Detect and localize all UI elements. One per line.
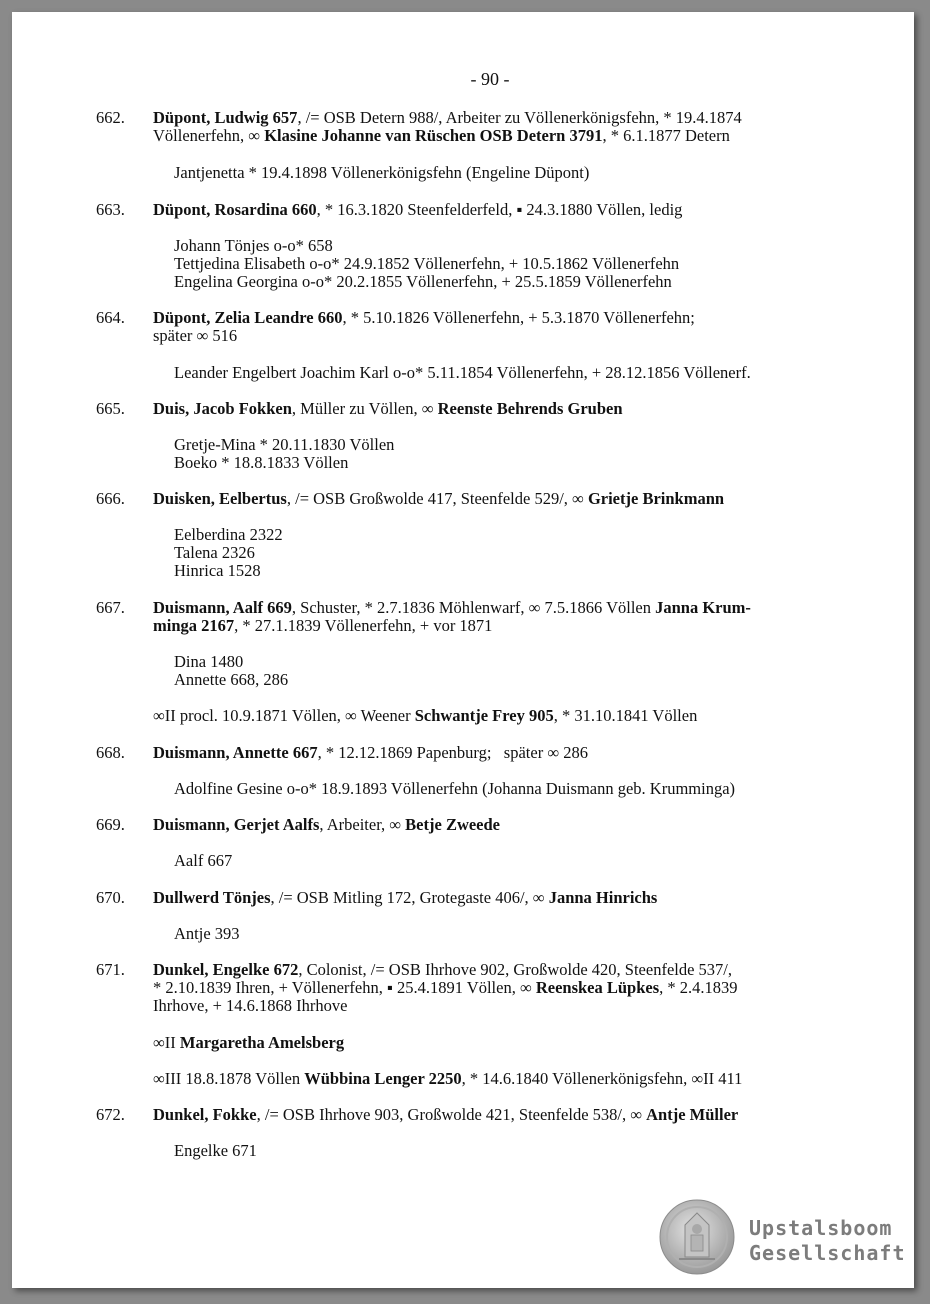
child-line: Aalf 667 xyxy=(174,851,233,870)
entry-head-line: Dunkel, Engelke 672, Colonist, /= OSB Ihrhove 902, Großwolde 420, Steenfelde 537/, xyxy=(153,960,733,979)
person-name: Duismann, Gerjet Aalfs xyxy=(153,815,320,834)
spouse-name: Grietje Brinkmann xyxy=(587,489,725,508)
entry-number: 662. xyxy=(96,108,125,127)
person-name: Dunkel, Fokke xyxy=(153,1105,257,1124)
child-line: Johann Tönjes o-o* 658 xyxy=(174,236,333,255)
child-line: Jantjenetta * 19.4.1898 Völlenerkönigsfehn (Engeline Düpont) xyxy=(174,163,590,182)
child-line: Talena 2326 xyxy=(174,543,255,562)
entry-number: 667. xyxy=(96,598,125,617)
spouse-name: Betje Zweede xyxy=(405,815,501,834)
child-line: Tettjedina Elisabeth o-o* 24.9.1852 Völlenerfehn, + 10.5.1862 Völlenerfehn xyxy=(174,254,680,273)
entry-head-line: später ∞ 516 xyxy=(153,326,238,345)
entry-head-line: Düpont, Zelia Leandre 660, * 5.10.1826 Völlenerfehn, + 5.3.1870 Völlenerfehn; xyxy=(153,308,695,327)
marriage-line: ∞II procl. 10.9.1871 Völlen, ∞ Weener Schwantje Frey 905, * 31.10.1841 Völlen xyxy=(153,706,698,725)
entry-number: 664. xyxy=(96,308,125,327)
spouse-name: Janna Hinrichs xyxy=(548,888,658,907)
person-name: Düpont, Ludwig 657 xyxy=(153,108,298,127)
person-name: Duisken, Eelbertus xyxy=(153,489,287,508)
entry-number: 671. xyxy=(96,960,125,979)
entry-head-line: Duis, Jacob Fokken, Müller zu Völlen, ∞ Reenste Behrends Gruben xyxy=(153,399,623,418)
spouse-name: Schwantje Frey 905 xyxy=(414,706,554,725)
brand-line-2: Gesellschaft xyxy=(749,1241,906,1265)
entry-head-line: * 2.10.1839 Ihren, + Völlenerfehn, ▪ 25.4.1891 Völlen, ∞ Reenskea Lüpkes, * 2.4.1839 xyxy=(153,978,738,997)
entry-number: 672. xyxy=(96,1105,125,1124)
person-name: Dullwerd Tönjes xyxy=(153,888,271,907)
spouse-name: Antje Müller xyxy=(646,1105,739,1124)
entry-head-line: Dullwerd Tönjes, /= OSB Mitling 172, Grotegaste 406/, ∞ Janna Hinrichs xyxy=(153,888,658,907)
entry-number: 670. xyxy=(96,888,125,907)
entry-head-line: minga 2167, * 27.1.1839 Völlenerfehn, + vor 1871 xyxy=(153,616,493,635)
society-seal-icon xyxy=(659,1199,735,1275)
document-page xyxy=(12,12,914,1288)
marriage-line: ∞III 18.8.1878 Völlen Wübbina Lenger 2250, * 14.6.1840 Völlenerkönigsfehn, ∞II 411 xyxy=(153,1069,743,1088)
person-name: Düpont, Zelia Leandre 660 xyxy=(153,308,343,327)
spouse-name: Margaretha Amelsberg xyxy=(179,1033,345,1052)
child-line: Leander Engelbert Joachim Karl o-o* 5.11.1854 Völlenerfehn, + 28.12.1856 Völlenerf. xyxy=(174,363,751,382)
entry-head-line: Völlenerfehn, ∞ Klasine Johanne van Rüschen OSB Detern 3791, * 6.1.1877 Detern xyxy=(153,126,730,145)
person-name: Duis, Jacob Fokken xyxy=(153,399,292,418)
entry-head-line: Duismann, Annette 667, * 12.12.1869 Papenburg; später ∞ 286 xyxy=(153,743,588,762)
child-line: Annette 668, 286 xyxy=(174,670,289,689)
person-name: Düpont, Rosardina 660 xyxy=(153,200,317,219)
marriage-line: ∞II Margaretha Amelsberg xyxy=(153,1033,345,1052)
child-line: Antje 393 xyxy=(174,924,240,943)
entry-number: 665. xyxy=(96,399,125,418)
spouse-name: Klasine Johanne van Rüschen OSB Detern 3791 xyxy=(264,126,603,145)
spouse-name: Reenskea Lüpkes xyxy=(535,978,660,997)
entry-head-line: Duismann, Aalf 669, Schuster, * 2.7.1836 Möhlenwarf, ∞ 7.5.1866 Völlen Janna Krum- xyxy=(153,598,751,617)
person-name: Duismann, Annette 667 xyxy=(153,743,318,762)
child-line: Adolfine Gesine o-o* 18.9.1893 Völlenerfehn (Johanna Duismann geb. Krumminga) xyxy=(174,779,736,798)
entry-number: 669. xyxy=(96,815,125,834)
entry-head-line: Duismann, Gerjet Aalfs, Arbeiter, ∞ Betje Zweede xyxy=(153,815,501,834)
person-name: Duismann, Aalf 669 xyxy=(153,598,292,617)
page-number: - 90 - xyxy=(470,69,510,89)
entry-number: 668. xyxy=(96,743,125,762)
child-line: Boeko * 18.8.1833 Völlen xyxy=(174,453,349,472)
child-line: Dina 1480 xyxy=(174,652,244,671)
child-line: Gretje-Mina * 20.11.1830 Völlen xyxy=(174,435,395,454)
spouse-name: Janna Krum- xyxy=(655,598,751,617)
person-name: Dunkel, Engelke 672 xyxy=(153,960,299,979)
spouse-name: Reenste Behrends Gruben xyxy=(437,399,623,418)
entry-number: 666. xyxy=(96,489,125,508)
child-line: Engelina Georgina o-o* 20.2.1855 Völlenerfehn, + 25.5.1859 Völlenerfehn xyxy=(174,272,672,291)
entry-number: 663. xyxy=(96,200,125,219)
child-line: Eelberdina 2322 xyxy=(174,525,283,544)
child-line: Hinrica 1528 xyxy=(174,561,261,580)
entry-head-line: Ihrhove, + 14.6.1868 Ihrhove xyxy=(153,996,348,1015)
child-line: Engelke 671 xyxy=(174,1141,257,1160)
entry-head-line xyxy=(153,108,742,128)
entry-head-line: Düpont, Rosardina 660, * 16.3.1820 Steenfelderfeld, ▪ 24.3.1880 Völlen, ledig xyxy=(153,200,683,219)
spouse-name: Wübbina Lenger 2250 xyxy=(304,1069,462,1088)
brand-line-1: Upstalsboom xyxy=(749,1216,893,1240)
entry-head-line: Dunkel, Fokke, /= OSB Ihrhove 903, Großwolde 421, Steenfelde 538/, ∞ Antje Müller xyxy=(153,1105,739,1124)
entry-text: , /= OSB Detern 988/, Arbeiter zu Völlenerkönigsfehn, * 19.4.1874 xyxy=(297,108,742,127)
entry-head-line: Duisken, Eelbertus, /= OSB Großwolde 417, Steenfelde 529/, ∞ Grietje Brinkmann xyxy=(153,489,725,508)
